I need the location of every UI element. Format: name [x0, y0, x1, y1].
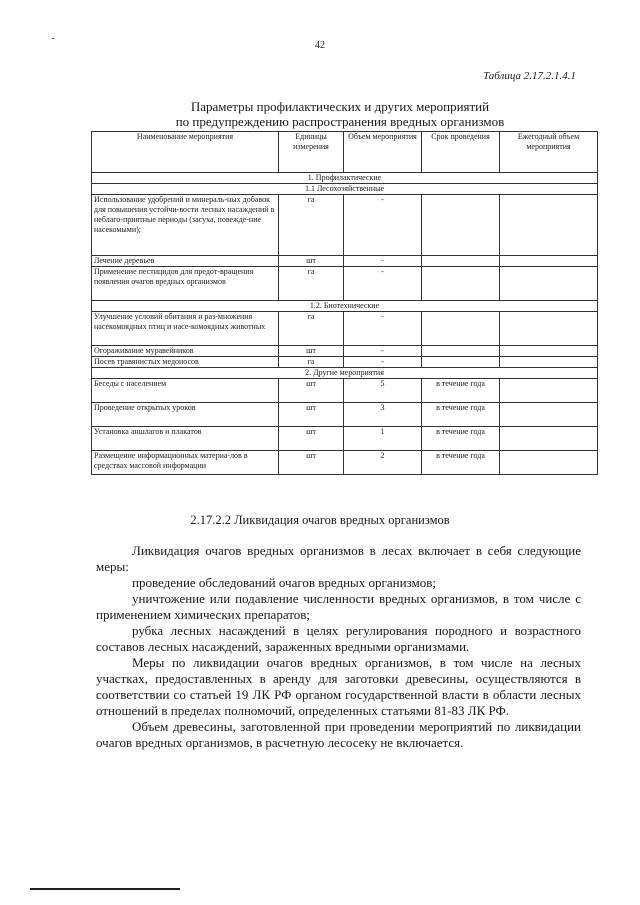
- cell-name: Размещение информационных материа-лов в средствах массовой информации: [92, 451, 279, 475]
- column-header: Ежегодный объем мероприятия: [500, 132, 598, 173]
- paragraph: проведение обследований очагов вредных организмов;: [132, 575, 436, 590]
- cell-unit: шт: [279, 379, 344, 403]
- cell-volume: -: [344, 256, 422, 267]
- cell-annual: [500, 379, 598, 403]
- table-row: [92, 256, 598, 267]
- section-label: 1.2. Биотехнические: [92, 301, 598, 312]
- cell-term: [422, 256, 500, 267]
- cell-name: Установка аншлагов и плакатов: [92, 427, 279, 451]
- page-number: 42: [315, 40, 325, 51]
- cell-annual: [500, 357, 598, 368]
- paragraph: Меры по ликвидации очагов вредных организмов, в том числе на лесных участках, предоставленных в аренду для заготовки древесины, осуществляются в соответствии со статьей 19 ЛК РФ органом государственной власти в области лесных отношений в пределах полномочий, определенных статьями 81-83 ЛК РФ.: [96, 655, 581, 718]
- cell-name: Беседы с населением: [92, 379, 279, 403]
- cell-volume: -: [344, 312, 422, 346]
- footnote-rule: [30, 888, 180, 890]
- cell-unit: га: [279, 267, 344, 301]
- cell-unit: шт: [279, 256, 344, 267]
- cell-unit: га: [279, 312, 344, 346]
- paragraph: рубка лесных насаждений в целях регулирования породного и возрастного составов лесных насаждений, зараженных вредными организмами.: [96, 623, 581, 654]
- table-row: [92, 346, 598, 357]
- section-label: 2. Другие мероприятия: [92, 368, 598, 379]
- table-row: [92, 427, 598, 451]
- table-caption: Таблица 2.17.2.1.4.1: [483, 70, 576, 82]
- section-row: [92, 301, 598, 312]
- cell-name: Огораживание муравейников: [92, 346, 279, 357]
- column-header: Срок проведения: [422, 132, 500, 173]
- table-row: [92, 379, 598, 403]
- cell-unit: га: [279, 195, 344, 256]
- column-header: Единицы измерения: [279, 132, 344, 173]
- cell-unit: шт: [279, 427, 344, 451]
- table-row: [92, 195, 598, 256]
- margin-mark: [52, 38, 54, 39]
- section-heading: 2.17.2.2 Ликвидация очагов вредных организмов: [190, 513, 450, 527]
- column-header: Наименование мероприятия: [92, 132, 279, 173]
- cell-annual: [500, 403, 598, 427]
- cell-volume: 2: [344, 451, 422, 475]
- measures-table: [91, 131, 598, 475]
- paragraph: уничтожение или подавление численности вредных организмов, в том числе с применением химических препаратов;: [96, 591, 581, 622]
- paragraph: Объем древесины, заготовленной при проведении мероприятий по ликвидации очагов вредных организмов, в расчетную лесосеку не включается.: [96, 719, 581, 750]
- cell-annual: [500, 451, 598, 475]
- cell-term: [422, 267, 500, 301]
- cell-volume: -: [344, 346, 422, 357]
- cell-volume: -: [344, 267, 422, 301]
- section-row: [92, 173, 598, 184]
- column-header: Объем мероприятия: [344, 132, 422, 173]
- cell-volume: -: [344, 357, 422, 368]
- cell-volume: 1: [344, 427, 422, 451]
- cell-name: Улучшение условий обитания и раз-множения насекомоядных птиц и насе-комоядных животных: [92, 312, 279, 346]
- cell-volume: 3: [344, 403, 422, 427]
- cell-name: Лечение деревьев: [92, 256, 279, 267]
- cell-name: Посев травянистых медоносов: [92, 357, 279, 368]
- section-row: [92, 184, 598, 195]
- cell-unit: шт: [279, 346, 344, 357]
- cell-volume: -: [344, 195, 422, 256]
- cell-unit: га: [279, 357, 344, 368]
- cell-name: Проведение открытых уроков: [92, 403, 279, 427]
- section-label: 1. Профилактические: [92, 173, 598, 184]
- cell-annual: [500, 427, 598, 451]
- section-row: [92, 368, 598, 379]
- paragraph: Ликвидация очагов вредных организмов в лесах включает в себя следующие меры:: [96, 543, 581, 574]
- cell-term: в течение года: [422, 379, 500, 403]
- cell-annual: [500, 195, 598, 256]
- table-title-line: по предупреждению распространения вредных организмов: [175, 114, 505, 129]
- cell-term: в течение года: [422, 427, 500, 451]
- table-title-line: Параметры профилактических и других мероприятий: [190, 99, 490, 114]
- cell-unit: шт: [279, 403, 344, 427]
- cell-term: [422, 346, 500, 357]
- body-text: [96, 543, 581, 751]
- table-title: [90, 99, 590, 129]
- cell-volume: 5: [344, 379, 422, 403]
- cell-term: в течение года: [422, 451, 500, 475]
- cell-name: Использование удобрений и минераль-ных добавок для повышения устойчи-вости лесных насаждений в неблаго-приятные периоды (засуха, повежде-ние насекомыми);: [92, 195, 279, 256]
- cell-term: [422, 312, 500, 346]
- cell-term: в течение года: [422, 403, 500, 427]
- table-row: [92, 267, 598, 301]
- cell-annual: [500, 312, 598, 346]
- section-label: 1.1 Лесохозяйственные: [92, 184, 598, 195]
- cell-annual: [500, 346, 598, 357]
- cell-name: Применение пестицидов для предот-вращения появления очагов вредных организмов: [92, 267, 279, 301]
- table-row: [92, 403, 598, 427]
- cell-term: [422, 195, 500, 256]
- cell-annual: [500, 267, 598, 301]
- cell-unit: шт: [279, 451, 344, 475]
- cell-annual: [500, 256, 598, 267]
- table-row: [92, 312, 598, 346]
- header-row: [92, 132, 598, 173]
- cell-term: [422, 357, 500, 368]
- table-row: [92, 451, 598, 475]
- table-row: [92, 357, 598, 368]
